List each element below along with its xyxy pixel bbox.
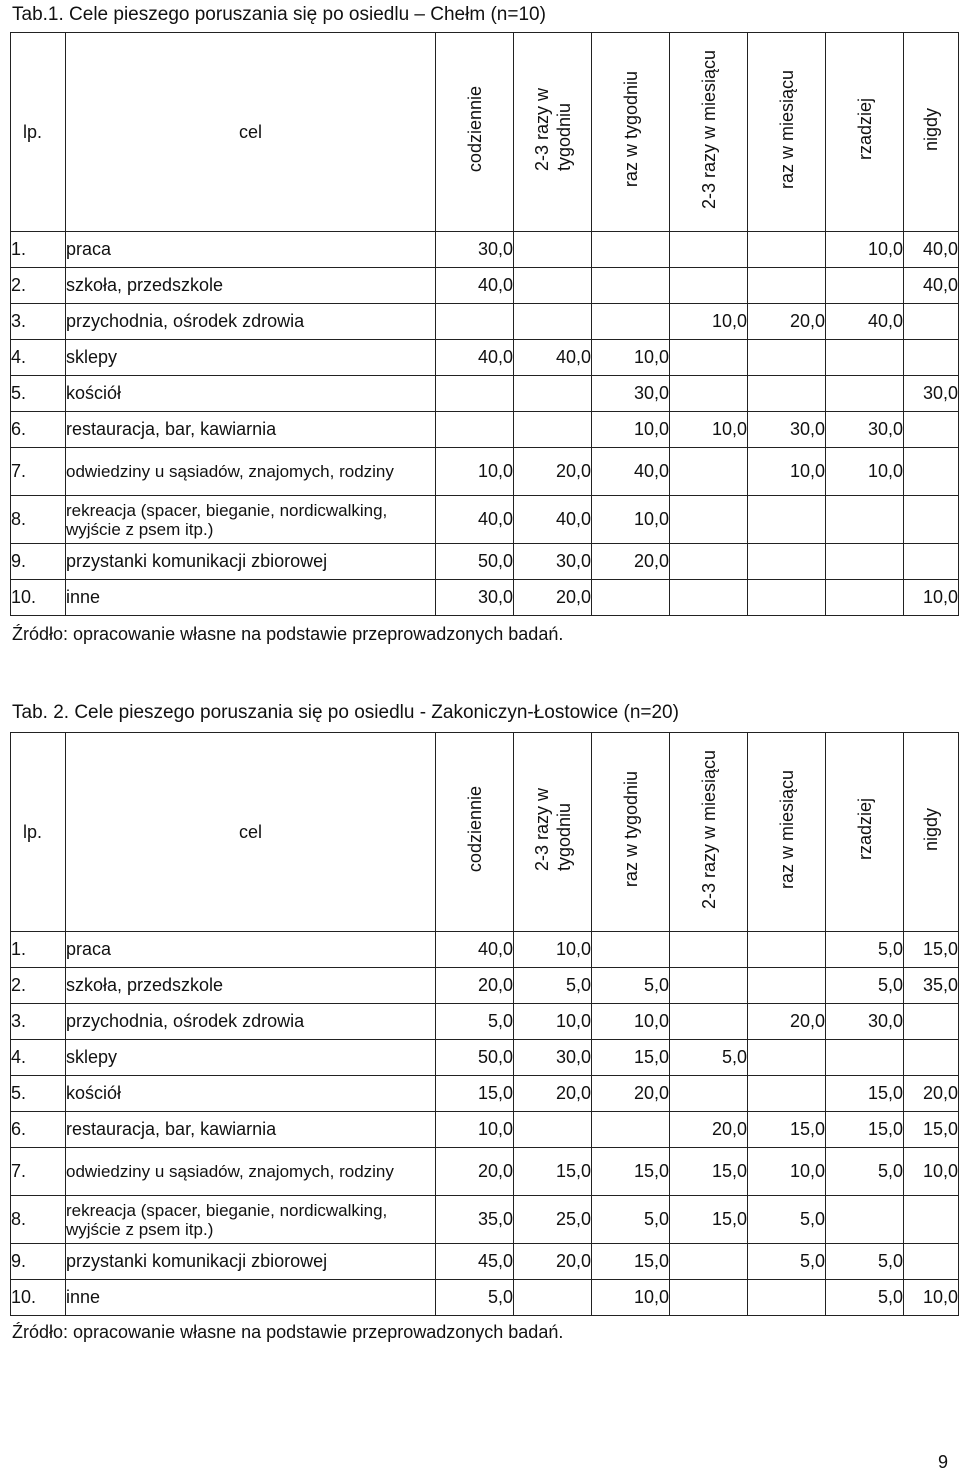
- row-label: przystanki komunikacji zbiorowej: [66, 1244, 436, 1280]
- value-cell: [514, 412, 592, 448]
- row-number: 7.: [11, 1148, 66, 1196]
- header-frequency: [514, 33, 592, 232]
- row-label: szkoła, przedszkole: [66, 968, 436, 1004]
- value-cell: [670, 932, 748, 968]
- value-cell: 5,0: [670, 1040, 748, 1076]
- header-frequency: [904, 33, 959, 232]
- row-label: inne: [66, 1280, 436, 1316]
- row-label: szkoła, przedszkole: [66, 268, 436, 304]
- value-cell: 30,0: [904, 376, 959, 412]
- value-cell: [592, 1112, 670, 1148]
- value-cell: 5,0: [826, 1148, 904, 1196]
- value-cell: [436, 412, 514, 448]
- value-cell: 40,0: [592, 448, 670, 496]
- value-cell: [514, 304, 592, 340]
- header-lp: lp.: [11, 33, 66, 232]
- value-cell: 5,0: [826, 1280, 904, 1316]
- row-number: 5.: [11, 1076, 66, 1112]
- header-frequency-label: 2-3 razy w tygodniu: [531, 787, 574, 872]
- table-row: [11, 268, 959, 304]
- value-cell: [670, 580, 748, 616]
- value-cell: 40,0: [436, 932, 514, 968]
- table-row: [11, 1148, 959, 1196]
- row-label: sklepy: [66, 1040, 436, 1076]
- value-cell: 15,0: [592, 1040, 670, 1076]
- value-cell: [748, 932, 826, 968]
- value-cell: [748, 1280, 826, 1316]
- page-number: 9: [937, 1452, 948, 1472]
- value-cell: 10,0: [826, 232, 904, 268]
- value-cell: [592, 268, 670, 304]
- row-label: praca: [66, 232, 436, 268]
- value-cell: [670, 1076, 748, 1112]
- value-cell: [904, 412, 959, 448]
- row-number: 3.: [11, 304, 66, 340]
- row-number: 4.: [11, 1040, 66, 1076]
- table-row: [11, 340, 959, 376]
- row-number: 6.: [11, 1112, 66, 1148]
- value-cell: 20,0: [436, 968, 514, 1004]
- value-cell: 40,0: [904, 232, 959, 268]
- value-cell: 5,0: [514, 968, 592, 1004]
- value-cell: [670, 968, 748, 1004]
- row-label: sklepy: [66, 340, 436, 376]
- row-label: przychodnia, ośrodek zdrowia: [66, 304, 436, 340]
- row-number: 7.: [11, 448, 66, 496]
- header-frequency: [748, 733, 826, 932]
- header-frequency-label: 2-3 razy w miesiącu: [698, 749, 719, 910]
- value-cell: [436, 304, 514, 340]
- header-frequency: [436, 33, 514, 232]
- value-cell: 30,0: [514, 544, 592, 580]
- header-frequency-label: nigdy: [921, 807, 941, 852]
- value-cell: 5,0: [748, 1196, 826, 1244]
- value-cell: [826, 376, 904, 412]
- row-label: przychodnia, ośrodek zdrowia: [66, 1004, 436, 1040]
- row-label: kościół: [66, 376, 436, 412]
- value-cell: 40,0: [436, 340, 514, 376]
- value-cell: 20,0: [748, 1004, 826, 1040]
- header-frequency-label: nigdy: [921, 107, 941, 152]
- table-row: [11, 412, 959, 448]
- row-number: 10.: [11, 580, 66, 616]
- value-cell: [670, 1244, 748, 1280]
- value-cell: 20,0: [670, 1112, 748, 1148]
- value-cell: 10,0: [592, 496, 670, 544]
- table-row: [11, 496, 959, 544]
- value-cell: [670, 496, 748, 544]
- header-frequency-label: 2-3 razy w tygodniu: [531, 87, 574, 172]
- value-cell: 50,0: [436, 1040, 514, 1076]
- value-cell: [592, 580, 670, 616]
- value-cell: 20,0: [514, 580, 592, 616]
- row-number: 4.: [11, 340, 66, 376]
- value-cell: [748, 268, 826, 304]
- value-cell: [592, 932, 670, 968]
- header-frequency: [436, 733, 514, 932]
- header-frequency: [592, 733, 670, 932]
- header-frequency: [826, 33, 904, 232]
- value-cell: [904, 1244, 959, 1280]
- table2-source: Źródło: opracowanie własne na podstawie przeprowadzonych badań.: [12, 1322, 564, 1342]
- header-frequency-label: raz w miesiącu: [776, 769, 797, 890]
- value-cell: 30,0: [436, 580, 514, 616]
- header-frequency-label: raz w miesiącu: [776, 69, 797, 190]
- value-cell: [826, 544, 904, 580]
- header-row: [11, 33, 959, 232]
- table1-source: Źródło: opracowanie własne na podstawie przeprowadzonych badań.: [12, 624, 564, 644]
- value-cell: 15,0: [904, 932, 959, 968]
- header-frequency-label: rzadziej: [854, 798, 875, 861]
- table1: [10, 32, 959, 616]
- value-cell: [748, 580, 826, 616]
- value-cell: [514, 1112, 592, 1148]
- value-cell: 30,0: [514, 1040, 592, 1076]
- value-cell: 10,0: [904, 580, 959, 616]
- value-cell: [514, 376, 592, 412]
- header-frequency: [670, 733, 748, 932]
- header-frequency-label: raz w tygodniu: [620, 71, 641, 188]
- value-cell: [904, 304, 959, 340]
- row-number: 1.: [11, 932, 66, 968]
- value-cell: 20,0: [514, 448, 592, 496]
- table1-caption: Tab.1. Cele pieszego poruszania się po osiedlu – Chełm (n=10): [12, 4, 546, 25]
- table-row: [11, 580, 959, 616]
- value-cell: [904, 448, 959, 496]
- value-cell: [514, 232, 592, 268]
- value-cell: [748, 496, 826, 544]
- value-cell: 40,0: [436, 268, 514, 304]
- value-cell: [670, 1280, 748, 1316]
- value-cell: 20,0: [592, 544, 670, 580]
- value-cell: [826, 496, 904, 544]
- value-cell: [826, 1040, 904, 1076]
- table-row: [11, 1244, 959, 1280]
- value-cell: 30,0: [436, 232, 514, 268]
- value-cell: [670, 340, 748, 376]
- header-frequency-label: raz w tygodniu: [620, 771, 641, 888]
- value-cell: 5,0: [826, 932, 904, 968]
- value-cell: 30,0: [826, 1004, 904, 1040]
- value-cell: 15,0: [904, 1112, 959, 1148]
- value-cell: 40,0: [904, 268, 959, 304]
- value-cell: [670, 448, 748, 496]
- value-cell: 45,0: [436, 1244, 514, 1280]
- value-cell: [748, 544, 826, 580]
- value-cell: [436, 376, 514, 412]
- value-cell: 5,0: [826, 968, 904, 1004]
- value-cell: 40,0: [826, 304, 904, 340]
- value-cell: [904, 1040, 959, 1076]
- row-number: 8.: [11, 496, 66, 544]
- header-frequency: [592, 33, 670, 232]
- header-cel: cel: [66, 733, 436, 932]
- row-label: rekreacja (spacer, bieganie, nordicwalking, wyjście z psem itp.): [66, 1196, 436, 1244]
- header-frequency-label: 2-3 razy w miesiącu: [698, 49, 719, 210]
- value-cell: 20,0: [514, 1244, 592, 1280]
- row-label: rekreacja (spacer, bieganie, nordicwalking, wyjście z psem itp.): [66, 496, 436, 544]
- value-cell: 10,0: [748, 1148, 826, 1196]
- row-label: przystanki komunikacji zbiorowej: [66, 544, 436, 580]
- value-cell: 20,0: [904, 1076, 959, 1112]
- value-cell: [826, 1196, 904, 1244]
- table2-caption: Tab. 2. Cele pieszego poruszania się po osiedlu - Zakoniczyn-Łostowice (n=20): [12, 702, 679, 723]
- row-number: 2.: [11, 968, 66, 1004]
- row-label: inne: [66, 580, 436, 616]
- header-row: [11, 733, 959, 932]
- value-cell: 10,0: [514, 932, 592, 968]
- value-cell: 5,0: [748, 1244, 826, 1280]
- table-row: [11, 376, 959, 412]
- value-cell: 5,0: [436, 1280, 514, 1316]
- row-number: 1.: [11, 232, 66, 268]
- row-number: 5.: [11, 376, 66, 412]
- row-number: 8.: [11, 1196, 66, 1244]
- value-cell: 35,0: [436, 1196, 514, 1244]
- value-cell: 10,0: [514, 1004, 592, 1040]
- value-cell: 15,0: [592, 1244, 670, 1280]
- value-cell: 5,0: [592, 968, 670, 1004]
- row-number: 9.: [11, 544, 66, 580]
- row-label: restauracja, bar, kawiarnia: [66, 1112, 436, 1148]
- header-cel: cel: [66, 33, 436, 232]
- value-cell: 35,0: [904, 968, 959, 1004]
- row-number: 3.: [11, 1004, 66, 1040]
- value-cell: 5,0: [592, 1196, 670, 1244]
- row-label: restauracja, bar, kawiarnia: [66, 412, 436, 448]
- value-cell: 5,0: [436, 1004, 514, 1040]
- table-row: [11, 232, 959, 268]
- value-cell: [826, 580, 904, 616]
- value-cell: [670, 376, 748, 412]
- value-cell: 10,0: [670, 412, 748, 448]
- table-row: [11, 932, 959, 968]
- table-row: [11, 1280, 959, 1316]
- value-cell: [904, 1196, 959, 1244]
- header-frequency: [670, 33, 748, 232]
- value-cell: 10,0: [904, 1280, 959, 1316]
- value-cell: [748, 1040, 826, 1076]
- value-cell: 10,0: [592, 340, 670, 376]
- table-row: [11, 968, 959, 1004]
- value-cell: 15,0: [436, 1076, 514, 1112]
- value-cell: [670, 232, 748, 268]
- header-frequency: [826, 733, 904, 932]
- value-cell: [904, 340, 959, 376]
- value-cell: 10,0: [826, 448, 904, 496]
- value-cell: [670, 1004, 748, 1040]
- value-cell: 15,0: [670, 1196, 748, 1244]
- value-cell: [592, 232, 670, 268]
- value-cell: 15,0: [826, 1112, 904, 1148]
- table-row: [11, 1112, 959, 1148]
- value-cell: 10,0: [436, 1112, 514, 1148]
- value-cell: 25,0: [514, 1196, 592, 1244]
- value-cell: 20,0: [592, 1076, 670, 1112]
- row-label: odwiedziny u sąsiadów, znajomych, rodziny: [66, 448, 436, 496]
- value-cell: 15,0: [514, 1148, 592, 1196]
- value-cell: [904, 544, 959, 580]
- value-cell: [748, 968, 826, 1004]
- value-cell: 20,0: [748, 304, 826, 340]
- value-cell: 20,0: [514, 1076, 592, 1112]
- value-cell: 30,0: [826, 412, 904, 448]
- value-cell: 15,0: [748, 1112, 826, 1148]
- row-label: praca: [66, 932, 436, 968]
- value-cell: [826, 268, 904, 304]
- table-row: [11, 544, 959, 580]
- value-cell: 10,0: [748, 448, 826, 496]
- table-row: [11, 1076, 959, 1112]
- value-cell: [670, 268, 748, 304]
- value-cell: 40,0: [514, 496, 592, 544]
- value-cell: [514, 1280, 592, 1316]
- header-frequency-label: rzadziej: [854, 98, 875, 161]
- value-cell: 40,0: [436, 496, 514, 544]
- value-cell: 5,0: [826, 1244, 904, 1280]
- value-cell: 30,0: [748, 412, 826, 448]
- row-number: 2.: [11, 268, 66, 304]
- header-frequency-label: codziennie: [464, 786, 485, 873]
- value-cell: 15,0: [592, 1148, 670, 1196]
- value-cell: 30,0: [592, 376, 670, 412]
- value-cell: [748, 376, 826, 412]
- value-cell: 15,0: [670, 1148, 748, 1196]
- header-frequency: [904, 733, 959, 932]
- row-label: kościół: [66, 1076, 436, 1112]
- header-lp: lp.: [11, 733, 66, 932]
- row-number: 9.: [11, 1244, 66, 1280]
- value-cell: [748, 340, 826, 376]
- row-number: 10.: [11, 1280, 66, 1316]
- header-frequency: [748, 33, 826, 232]
- row-number: 6.: [11, 412, 66, 448]
- table-row: [11, 1040, 959, 1076]
- table-row: [11, 1004, 959, 1040]
- value-cell: 10,0: [904, 1148, 959, 1196]
- value-cell: 15,0: [826, 1076, 904, 1112]
- table-row: [11, 1196, 959, 1244]
- row-label: odwiedziny u sąsiadów, znajomych, rodziny: [66, 1148, 436, 1196]
- value-cell: [904, 1004, 959, 1040]
- value-cell: 10,0: [592, 412, 670, 448]
- table2: [10, 732, 959, 1316]
- value-cell: [748, 232, 826, 268]
- value-cell: 10,0: [436, 448, 514, 496]
- value-cell: 50,0: [436, 544, 514, 580]
- value-cell: [904, 496, 959, 544]
- table-row: [11, 448, 959, 496]
- value-cell: 10,0: [592, 1280, 670, 1316]
- header-frequency: [514, 733, 592, 932]
- value-cell: [592, 304, 670, 340]
- value-cell: 20,0: [436, 1148, 514, 1196]
- value-cell: 10,0: [592, 1004, 670, 1040]
- header-frequency-label: codziennie: [464, 86, 485, 173]
- value-cell: [670, 544, 748, 580]
- value-cell: 10,0: [670, 304, 748, 340]
- table-row: [11, 304, 959, 340]
- value-cell: [748, 1076, 826, 1112]
- value-cell: 40,0: [514, 340, 592, 376]
- value-cell: [514, 268, 592, 304]
- value-cell: [826, 340, 904, 376]
